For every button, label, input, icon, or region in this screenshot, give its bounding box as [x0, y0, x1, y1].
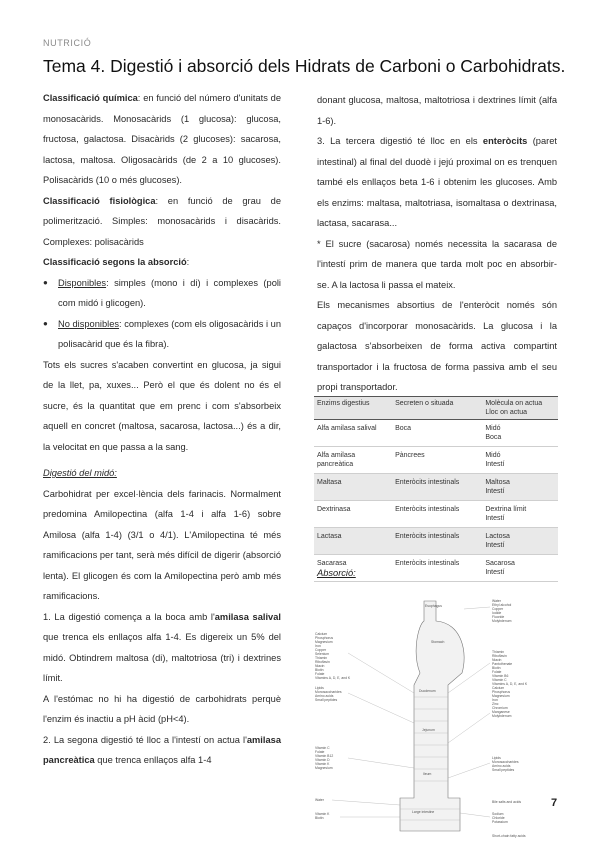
nutrient-label: Phosphorus [492, 690, 511, 694]
subheading-starch-digestion: Digestió del midó: [43, 468, 117, 478]
nutrient-label: Selenium [315, 652, 330, 656]
nutrient-label: Magnesium [315, 766, 333, 770]
nutrient-label: Lipids [315, 686, 324, 690]
nutrient-label: Vitamin K [315, 812, 330, 816]
nutrient-label: Pantothenate [492, 662, 513, 666]
table-cell-target: Midó Intestí [482, 447, 558, 474]
nutrient-label: Chromium [492, 706, 508, 710]
nutrient-label: Ethyl alcohol [492, 603, 512, 607]
nutrient-label: Niacin [315, 664, 325, 668]
table-cell-enzyme: Alfa amilasa pancreàtica [314, 447, 392, 474]
table-cell-source: Enteròcits intestinals [392, 501, 482, 528]
nutrient-label: Manganese [492, 710, 510, 714]
nutrient-label: Vitamins A, D, E, and K [315, 676, 351, 680]
nutrient-label: Thiamin [492, 650, 505, 654]
table-cell-target: Lactosa Intestí [482, 528, 558, 555]
table-cell-source: Boca [392, 420, 482, 447]
bullet-available [43, 273, 281, 314]
paragraph-chemical-classification [43, 88, 281, 191]
table-cell-target: Midó Boca [482, 420, 558, 447]
table-cell-target: Dextrina límit Intestí [482, 501, 558, 528]
paragraph-sugars: Tots els sucres s'acaben convertint en glucosa, ja sigui de la llet, pa, xuxes... Però el que és dolent no és el sucre, és la quantitat que em prenc i com s'absorbeix aquell en concret (maltosa, sacarosa, lactosa...) és a dir, la velocitat en que passa a la sang. [43, 359, 281, 452]
label-not-available: No disponibles [58, 318, 120, 329]
nutrient-label: Vitamins A, D, E, and K [492, 682, 528, 686]
text-available: : simples (mono i di) i complexes (poli com midó i glicogen). [58, 277, 281, 308]
nutrient-label: Lipids [492, 756, 501, 760]
nutrient-label: Calcium [315, 632, 328, 636]
left-column [43, 88, 281, 771]
paragraph-absorption-mechanisms: Els mecanismes absortius de l'enteròcit només són capaços d'incorporar monosacàrids. La glucosa i la galactosa s'absorbeixen de forma activa compartint transportador i la fructosa de forma passiva amb el seu propi transportador. [317, 300, 557, 392]
table-row [314, 447, 558, 474]
nutrient-label: Magnesium [492, 694, 510, 698]
table-row [314, 528, 558, 555]
nutrient-label: Calcium [492, 686, 505, 690]
text-step-1-pre: 1. La digestió comença a la boca amb l' [43, 611, 215, 622]
right-nutrient-labels [492, 599, 528, 838]
label-physiological-classification: Classificació fisiològica [43, 195, 156, 206]
table-header-row [314, 397, 558, 420]
page-title: Tema 4. Digestió i absorció dels Hidrats de Carboni o Carbohidrats. [43, 56, 566, 76]
nutrient-label: Vitamin D [315, 758, 330, 762]
table-cell-enzyme: Alfa amilasa salival [314, 420, 392, 447]
term-pancreatic-amylase: amilasa pancreàtica [43, 734, 281, 765]
right-column [317, 90, 557, 398]
nutrient-label: Amino acids [315, 694, 334, 698]
nutrient-label: Zinc [492, 702, 499, 706]
paragraph-digestion-step-1 [43, 607, 281, 689]
organ-label: Esophagus [425, 604, 442, 608]
nutrient-label: Molybdenum [492, 619, 512, 623]
paragraph-digestion-step-3 [317, 131, 557, 234]
nutrient-label: Sodium [492, 812, 504, 816]
paragraph-digestion-step-2 [43, 730, 281, 771]
nutrient-label: Phosphorus [315, 636, 334, 640]
nutrient-label: Water [315, 798, 324, 802]
text-step-2-pre: 2. La segona digestió té lloc a l'intestí on actua l' [43, 734, 247, 745]
term-salivary-amylase: amilasa salival [214, 611, 281, 622]
nutrient-label: Biotin [315, 816, 324, 820]
organ-label: Large intestine [412, 810, 435, 814]
organ-label: Ileum [423, 772, 432, 776]
table-row [314, 420, 558, 447]
text-step-3-pre: 3. La tercera digestió té lloc en els [317, 136, 483, 146]
nutrient-label: Small peptides [492, 768, 515, 772]
nutrient-label: Vitamin B6 [492, 674, 509, 678]
text-step-3-post: (paret intestinal) al final del duodè i jejú proximal on es trenquen també els enllaços beta 1-6 i obtenim les glucoses. Amb els enzims: maltasa, maltotriasa, isomaltasa o dextrinasa, lactasa, sacarasa... [317, 136, 557, 228]
nutrient-label: Small peptides [315, 698, 338, 702]
organ-label: Duodenum [419, 689, 436, 693]
nutrient-label: Short-chain fatty acids [492, 834, 526, 838]
nutrient-label: Riboflavin [492, 654, 507, 658]
table-row [314, 474, 558, 501]
table-header-secreted: Secreten o situada [392, 397, 482, 420]
enzymes-table [314, 396, 558, 582]
text-chemical-classification: : en funció del número d'unitats de monosacàrids. Monosacàrids (1 glucosa): glucosa, fructosa, galactosa. Disacàrids (2 glucoses): sacarosa, lactosa, maltosa. Oligosacàrids (de 2 a 10 glucoses). Polisacàrids (10 o més glucoses). [43, 93, 281, 185]
section-header: NUTRICIÓ [43, 38, 92, 48]
nutrient-label: Copper [492, 607, 504, 611]
paragraph-absorption-classification [43, 252, 281, 273]
paragraph-physiological-classification [43, 191, 281, 253]
table-cell-source: Pàncrees [392, 447, 482, 474]
nutrient-label: Thiamin [315, 656, 328, 660]
gut-outline-icon [400, 601, 464, 831]
organ-label: Stomach [431, 640, 445, 644]
text-not-available: : complexes (com els oligosacàrids i un polisacàrid que és la fibra). [58, 318, 282, 349]
label-chemical-classification: Classificació química [43, 93, 138, 103]
nutrient-label: Molybdenum [492, 714, 512, 718]
table-cell-enzyme: Dextrinasa [314, 501, 392, 528]
label-available: Disponibles [58, 277, 107, 288]
table-header-enzymes: Enzims digestius [314, 397, 392, 420]
table-cell-source: Enteròcits intestinals [392, 555, 482, 582]
table-cell-enzyme: Sacarasa [314, 555, 392, 582]
nutrient-label: Vitamin C [492, 678, 507, 682]
nutrient-label: Folate [315, 750, 325, 754]
term-enterocytes: enteròcits [482, 136, 528, 146]
page-number: 7 [551, 797, 558, 809]
nutrient-label: Biotin [315, 668, 324, 672]
nutrient-label: Water [492, 599, 501, 603]
text-absorption-classification: : [186, 257, 190, 267]
leader-lines [332, 607, 490, 817]
nutrient-label: Riboflavin [315, 660, 330, 664]
nutrient-label: Iron [315, 644, 321, 648]
nutrient-label: Potassium [492, 820, 508, 824]
paragraph-stomach: A l'estómac no hi ha digestió de carbohidrats perquè l'enzim és inactiu a pH àcid (pH<4). [43, 693, 281, 724]
organ-label: Jejunum [422, 728, 435, 732]
nutrient-label: Monosaccharides [492, 760, 519, 764]
table-cell-enzyme: Maltasa [314, 474, 392, 501]
paragraph-sucrose-note: * El sucre (sacarosa) només necessita la sacarasa de l'intestí prim de manera que tarda molt poc en absorbir-se. A la lactosa li passa el mateix. [317, 238, 557, 290]
table-cell-target: Sacarosa Intestí [482, 555, 558, 582]
nutrient-label: Chloride [492, 816, 505, 820]
text-step-2-post: que trenca enllaços alfa 1-4 [94, 755, 212, 765]
digestive-absorption-diagram [312, 593, 558, 843]
table-cell-enzyme: Lactasa [314, 528, 392, 555]
nutrient-label: Iron [492, 698, 498, 702]
absorption-heading: Absorció: [317, 568, 356, 578]
nutrient-label: Copper [315, 648, 327, 652]
bullet-not-available [43, 314, 281, 355]
table-header-molecule-place: Molècula on actua Lloc on actua [482, 397, 558, 420]
absorption-bullet-list [43, 273, 281, 355]
label-absorption-classification: Classificació segons la absorció [43, 257, 187, 267]
nutrient-label: Vitamin K [315, 762, 330, 766]
text-physiological-classification: : en funció de grau de polimerització. Simples: monosacàrids i disacàrids. Complexes: polisacàrids [43, 195, 281, 247]
paragraph-starch: Carbohidrat per excel·lència dels farinacis. Normalment predomina Amilopectina (alfa 1-4 i alfa 1-6) sobre Amilosa (alfa 1-4) (3/1 o 4/1). L'Amilopectina té més ramificacions per tant, serà més difícil de digerir (absorció lenta). El glicogen és com la Amilopectina però amb més ramificacions. [43, 488, 281, 601]
nutrient-label: Magnesium [315, 640, 333, 644]
table-row [314, 501, 558, 528]
nutrient-label: Folate [315, 672, 325, 676]
nutrient-label: Vitamin B12 [315, 754, 334, 758]
nutrient-label: Monosaccharides [315, 690, 342, 694]
table-cell-source: Enteròcits intestinals [392, 474, 482, 501]
table-cell-target: Maltosa Intestí [482, 474, 558, 501]
nutrient-label: Amino acids [492, 764, 511, 768]
nutrient-label: Vitamin C [315, 746, 330, 750]
nutrient-label: Biotin [492, 666, 501, 670]
text-step-1-post: que trenca els enllaços alfa 1-4. Es digereix un 5% del midó. Obtindrem maltosa (di), maltotriosa (tri) i dextrines límit. [43, 632, 281, 683]
nutrient-label: Bile salts and acids [492, 800, 522, 804]
nutrient-label: Fluoride [492, 615, 505, 619]
table-cell-source: Enteròcits intestinals [392, 528, 482, 555]
nutrient-label: Folate [492, 670, 502, 674]
nutrient-label: Iodide [492, 611, 502, 615]
paragraph-continuation: donant glucosa, maltosa, maltotriosa i dextrines límit (alfa 1-6). [317, 95, 557, 126]
nutrient-label: Niacin [492, 658, 502, 662]
left-nutrient-labels [315, 632, 351, 820]
